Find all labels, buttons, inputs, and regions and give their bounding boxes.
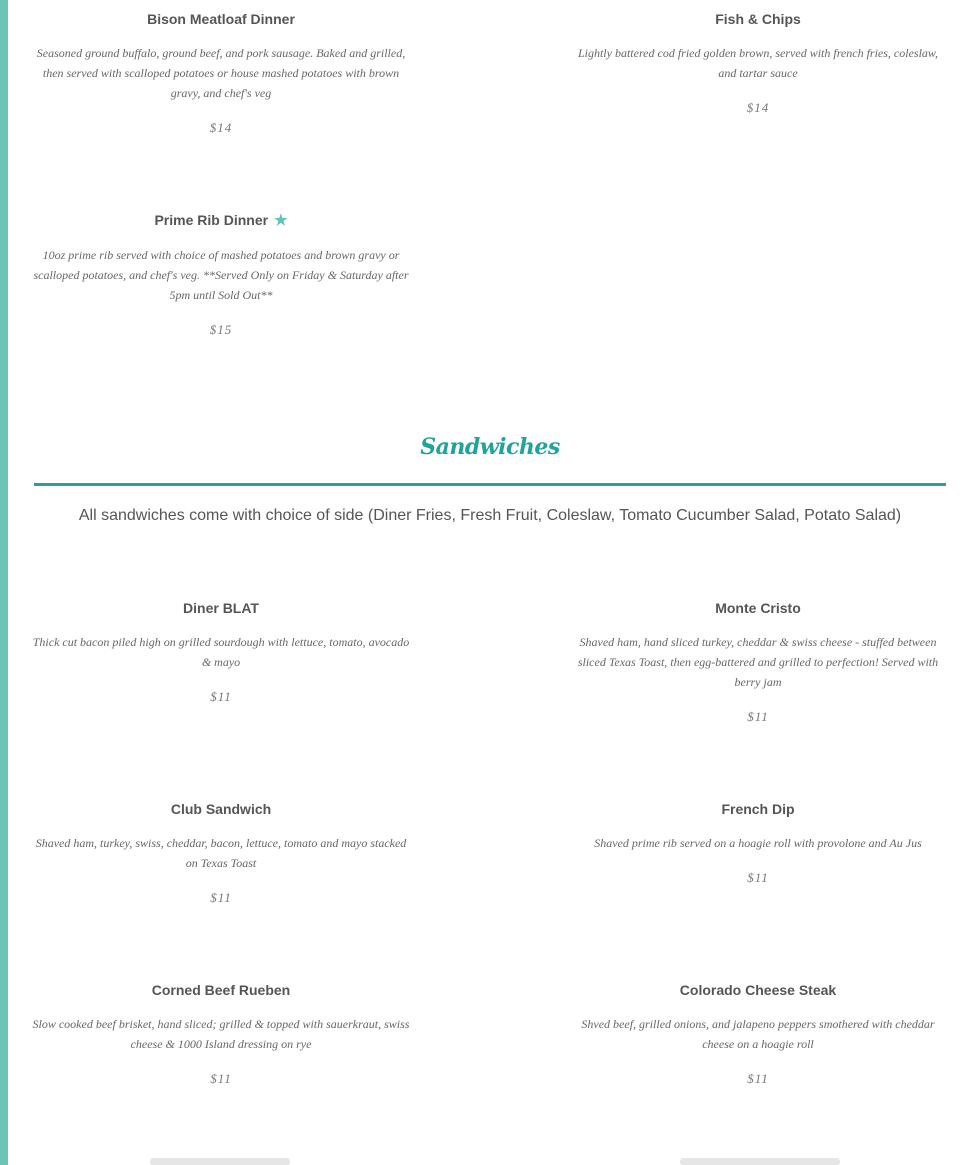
item-description: Lightly battered cod fried golden brown, served with french fries, coleslaw, and tartar sauce bbox=[577, 46, 939, 80]
next-item-cutoff bbox=[150, 1158, 290, 1165]
item-name-row bbox=[31, 211, 411, 230]
item-name: Fish & Chips bbox=[715, 11, 801, 27]
item-description: Slow cooked beef brisket, hand sliced; grilled & topped with sauerkraut, swiss cheese & 1000 Island dressing on rye bbox=[32, 1017, 410, 1051]
item-price: $11 bbox=[747, 870, 769, 885]
item-price: $15 bbox=[209, 322, 233, 337]
item-description: Thick cut bacon piled high on grilled sourdough with lettuce, tomato, avocado & mayo bbox=[32, 635, 410, 669]
item-description: 10oz prime rib served with choice of mashed potatoes and brown gravy or scalloped potatoes, and chef's veg. **Served Only on Friday & Saturday after 5pm until Sold Out** bbox=[33, 248, 409, 302]
item-name: Bison Meatloaf Dinner bbox=[147, 11, 295, 27]
item-name: Corned Beef Rueben bbox=[151, 982, 291, 998]
item-price: $11 bbox=[210, 689, 232, 704]
section-note: All sandwiches come with choice of side (Diner Fries, Fresh Fruit, Coleslaw, Tomato Cucumber Salad, Potato Salad) bbox=[78, 507, 902, 524]
menu-item-prime-rib bbox=[31, 211, 411, 339]
star-icon: ★ bbox=[274, 212, 288, 229]
menu-item-club-sandwich bbox=[31, 800, 411, 907]
next-item-cutoff bbox=[680, 1158, 840, 1165]
item-description: Shaved ham, turkey, swiss, cheddar, bacon, lettuce, tomato and mayo stacked on Texas Toast bbox=[35, 836, 407, 870]
item-price: $11 bbox=[747, 709, 769, 724]
section-divider bbox=[34, 483, 946, 486]
item-name: Prime Rib Dinner bbox=[154, 212, 269, 228]
menu-item-monte-cristo bbox=[568, 599, 948, 726]
item-description: Shaved ham, hand sliced turkey, cheddar & swiss cheese - stuffed between sliced Texas Toast, then egg-battered and grilled to perfection! Served with berry jam bbox=[577, 635, 939, 689]
item-description: Shved beef, grilled onions, and jalapeno peppers smothered with cheddar cheese on a hoagie roll bbox=[581, 1017, 935, 1051]
menu-item-colorado-cheese-steak bbox=[568, 981, 948, 1088]
item-price: $11 bbox=[210, 1071, 232, 1086]
item-name: Monte Cristo bbox=[715, 600, 801, 616]
item-name: Diner BLAT bbox=[183, 600, 259, 616]
menu-item-fish-chips bbox=[568, 10, 948, 117]
menu-item-corned-beef-rueben bbox=[31, 981, 411, 1088]
item-name: Colorado Cheese Steak bbox=[679, 982, 837, 998]
item-price: $11 bbox=[747, 1071, 769, 1086]
item-name: French Dip bbox=[721, 801, 795, 817]
item-description: Shaved prime rib served on a hoagie roll with provolone and Au Jus bbox=[594, 836, 922, 850]
item-price: $14 bbox=[209, 120, 233, 135]
item-price: $11 bbox=[210, 890, 232, 905]
menu-item-diner-blat bbox=[31, 599, 411, 706]
item-price: $14 bbox=[746, 100, 770, 115]
menu-item-french-dip bbox=[568, 800, 948, 887]
item-name: Club Sandwich bbox=[170, 801, 272, 817]
section-title-sandwiches: Sandwiches bbox=[420, 434, 560, 460]
left-accent-bar bbox=[0, 0, 8, 1165]
item-description: Seasoned ground buffalo, ground beef, and pork sausage. Baked and grilled, then served with scalloped potatoes or house mashed potatoes with brown gravy, and chef's veg bbox=[36, 46, 406, 100]
menu-item-bison-meatloaf bbox=[31, 10, 411, 137]
